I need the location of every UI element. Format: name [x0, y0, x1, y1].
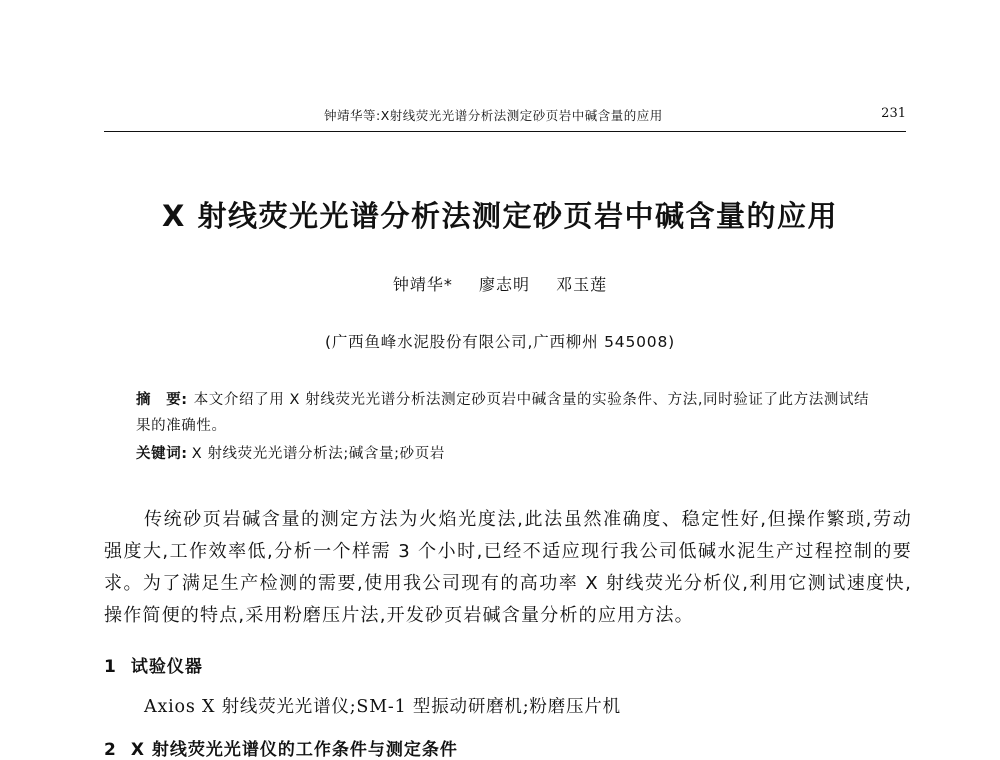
intro-paragraph: 传统砂页岩碱含量的测定方法为火焰光度法,此法虽然准确度、稳定性好,但操作繁琐,劳动强度大,工作效率低,分析一个样需 3 个小时,已经不适应现行我公司低碱水泥生产过程控制的要求。为了满足生产检测的需要,使用我公司现有的高功率 X 射线荧光分析仪,利用它测试速度快,操作简便的特点,采用粉磨压片法,开发砂页岩碱含量分析的应用方法。: [104, 509, 912, 626]
section-2-title: X 射线荧光光谱仪的工作条件与测定条件: [130, 740, 458, 760]
section-1-title: 试验仪器: [130, 657, 203, 677]
author-1: 钟靖华*: [392, 275, 453, 294]
author-2: 廖志明: [478, 275, 530, 294]
affiliation: (广西鱼峰水泥股份有限公司,广西柳州 545008): [325, 333, 675, 351]
section-2-number: 2: [104, 740, 117, 760]
abstract-text: 本文介绍了用 X 射线荧光光谱分析法测定砂页岩中碱含量的实验条件、方法,同时验证了此方法测试结果的准确性。: [136, 392, 870, 434]
keywords: [136, 442, 876, 463]
paper-title: X 射线荧光光谱分析法测定砂页岩中碱含量的应用: [162, 199, 838, 233]
running-head-text: 钟靖华等:X射线荧光光谱分析法测定砂页岩中碱含量的应用: [324, 108, 663, 123]
section-heading-2: [104, 735, 458, 760]
keywords-label: 关键词:: [136, 446, 188, 462]
abstract-label: 摘 要:: [136, 392, 188, 408]
section-heading-1: [104, 652, 203, 677]
abstract: [136, 387, 876, 439]
running-head: [104, 106, 906, 128]
section-1-number: 1: [104, 657, 117, 677]
header-rule: [104, 131, 906, 132]
author-list: [0, 272, 1000, 295]
keywords-text: X 射线荧光光谱分析法;碱含量;砂页岩: [191, 446, 445, 462]
author-3: 邓玉莲: [556, 275, 608, 294]
instruments-text: Axios X 射线荧光光谱仪;SM-1 型振动研磨机;粉磨压片机: [144, 697, 621, 717]
page-number: 231: [881, 106, 906, 121]
